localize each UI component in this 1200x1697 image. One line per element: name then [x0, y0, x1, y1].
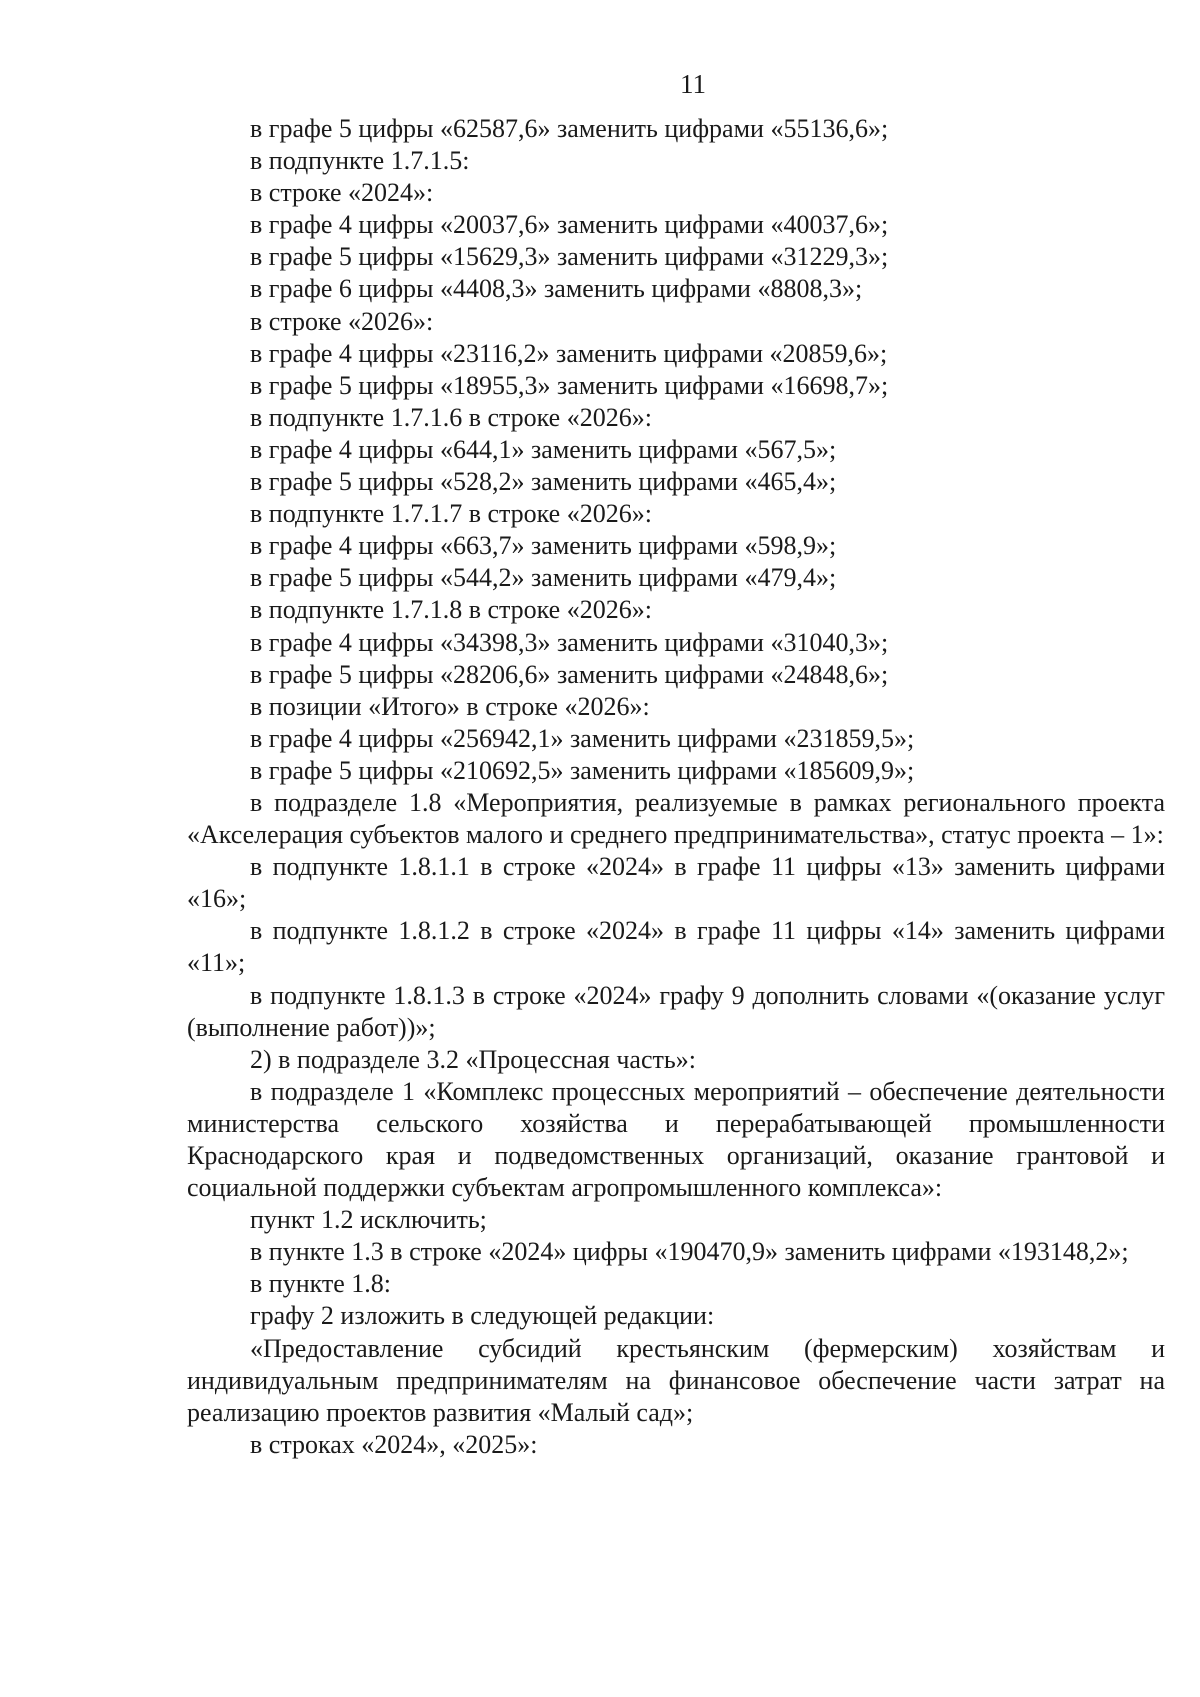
- text-line: в графе 5 цифры «15629,3» заменить цифрами «31229,3»;: [250, 242, 889, 272]
- paragraph-subsection-1-8: в подразделе 1.8 «Мероприятия, реализуемые в рамках регионального проекта «Акселерация субъектов малого и среднего предпринимательства», статус проекта – 1»:: [187, 787, 1165, 850]
- text-line: в подпункте 1.7.1.8 в строке «2026»:: [250, 595, 652, 625]
- text-line: в графе 6 цифры «4408,3» заменить цифрами «8808,3»;: [250, 274, 863, 304]
- point-1-2-line: пункт 1.2 исключить;: [250, 1205, 487, 1235]
- text-line: в графе 4 цифры «256942,1» заменить цифрами «231859,5»;: [250, 723, 915, 753]
- paragraph-subsection-1: в подразделе 1 «Комплекс процессных мероприятий – обеспечение деятельности министерства сельского хозяйства и перерабатывающей промышленности Краснодарского края и подведомственных организаций, оказание грантовой и социальной поддержки субъектам агропромышленного комплекса»:: [187, 1076, 1165, 1203]
- text-line: в графе 5 цифры «544,2» заменить цифрами «479,4»;: [250, 563, 837, 593]
- paragraph-point-1-3: в пункте 1.3 в строке «2024» цифры «190470,9» заменить цифрами «193148,2»;: [250, 1237, 1129, 1267]
- column-2-line: графу 2 изложить в следующей редакции:: [250, 1301, 715, 1331]
- text-line: в графе 5 цифры «528,2» заменить цифрами «465,4»;: [250, 467, 837, 497]
- paragraph-1-8-1-3: в подпункте 1.8.1.3 в строке «2024» графу 9 дополнить словами «(оказание услуг (выполнение работ))»;: [187, 980, 1165, 1042]
- text-line: в графе 4 цифры «663,7» заменить цифрами «598,9»;: [250, 531, 837, 561]
- text-line: в позиции «Итого» в строке «2026»:: [250, 691, 650, 721]
- text-line: в графе 5 цифры «28206,6» заменить цифрами «24848,6»;: [250, 659, 889, 689]
- paragraph-1-8-1-1: в подпункте 1.8.1.1 в строке «2024» в графе 11 цифры «13» заменить цифрами «16»;: [187, 852, 1165, 914]
- text-line: в графе 4 цифры «34398,3» заменить цифрами «31040,3»;: [250, 627, 889, 657]
- paragraph-quote: «Предоставление субсидий крестьянским (фермерским) хозяйствам и индивидуальным предпринимателям на финансовое обеспечение части затрат на реализацию проектов развития «Малый сад»;: [187, 1333, 1165, 1427]
- text-line: в графе 4 цифры «644,1» заменить цифрами «567,5»;: [250, 434, 837, 464]
- point-1-8-line: в пункте 1.8:: [250, 1269, 392, 1299]
- text-line: в графе 5 цифры «18955,3» заменить цифрами «16698,7»;: [250, 370, 889, 400]
- document-body: [187, 113, 1165, 1461]
- section-3-2-heading: 2) в подразделе 3.2 «Процессная часть»:: [250, 1044, 696, 1074]
- text-line: в подпункте 1.7.1.6 в строке «2026»:: [250, 402, 652, 432]
- paragraph-1-8-1-2: в подпункте 1.8.1.2 в строке «2024» в графе 11 цифры «14» заменить цифрами «11»;: [187, 916, 1165, 978]
- text-line: в графе 4 цифры «23116,2» заменить цифрами «20859,6»;: [250, 338, 888, 368]
- text-line: в строке «2026»:: [250, 306, 434, 336]
- text-line: в графе 4 цифры «20037,6» заменить цифрами «40037,6»;: [250, 210, 889, 240]
- text-line: в подпункте 1.7.1.7 в строке «2026»:: [250, 499, 652, 529]
- text-line: в графе 5 цифры «62587,6» заменить цифрами «55136,6»;: [250, 114, 889, 143]
- text-line: в подпункте 1.7.1.5:: [250, 146, 470, 176]
- page-number: 11: [680, 69, 706, 99]
- text-line: в графе 5 цифры «210692,5» заменить цифрами «185609,9»;: [250, 755, 915, 785]
- text-line: в строке «2024»:: [250, 178, 434, 208]
- rows-line: в строках «2024», «2025»:: [250, 1429, 538, 1459]
